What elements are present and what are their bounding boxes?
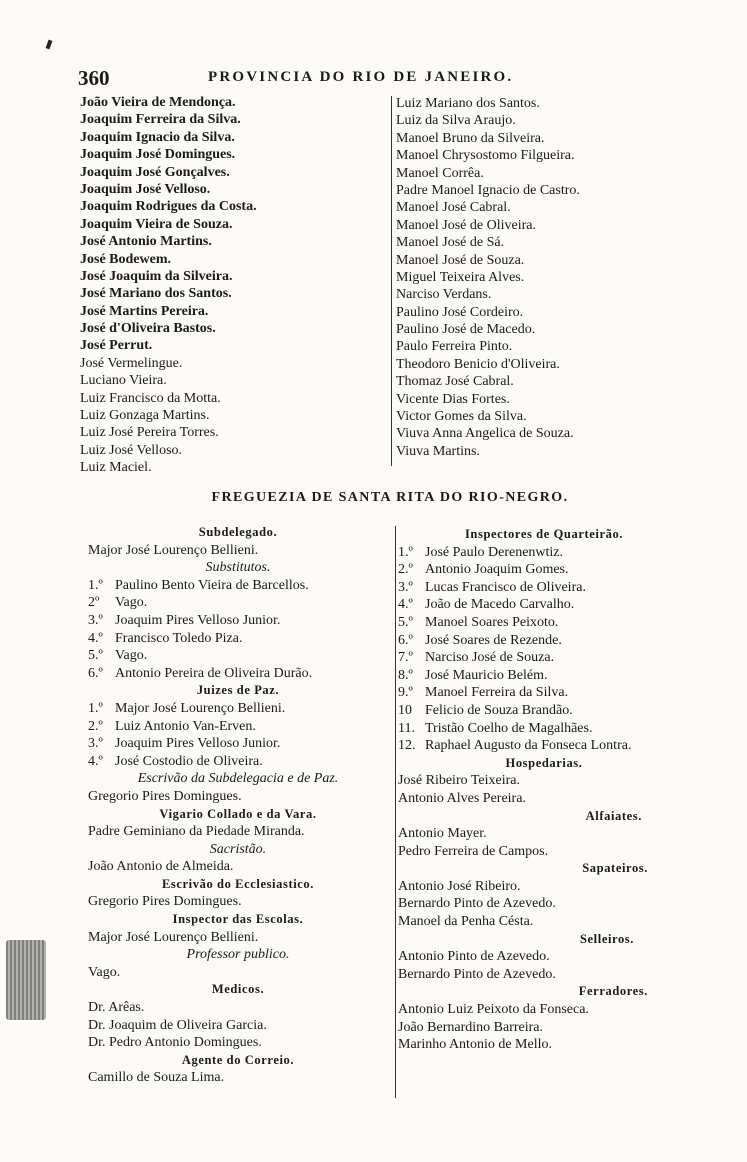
resident-name: Thomaz José Cabral. — [396, 374, 514, 390]
resident-name: Luiz da Silva Araujo. — [396, 113, 516, 129]
person-name: Luiz Antonio Van-Erven. — [115, 718, 256, 734]
person-name: Major José Lourenço Bellieni. — [115, 700, 286, 716]
page-title: PROVINCIA DO RIO DE JANEIRO. — [208, 69, 514, 85]
paper-stain — [6, 940, 46, 1020]
inspector-row — [398, 720, 690, 738]
sapateiro-name: Bernardo Pinto de Azevedo. — [398, 896, 556, 912]
person-name: João de Macedo Carvalho. — [425, 597, 575, 613]
resident-name: José Mariano dos Santos. — [80, 286, 232, 302]
inspector-escolas-heading: Inspector das Escolas. — [172, 912, 304, 927]
inspector-row — [398, 579, 690, 597]
juiz-row — [88, 753, 388, 771]
ordinal: 1.º — [88, 700, 103, 716]
resident-name: Joaquim Ferreira da Silva. — [80, 112, 241, 128]
ink-mark — [46, 40, 53, 50]
sapateiro-name: Manoel da Penha Césta. — [398, 914, 534, 930]
ferrador-name: João Bernardino Barreira. — [398, 1019, 543, 1035]
person-name: Francisco Toledo Piza. — [115, 630, 243, 646]
medicos-heading: Medicos. — [211, 982, 265, 997]
resident-name: Paulo Ferreira Pinto. — [396, 339, 513, 355]
resident-name: Joaquim Rodrigues da Costa. — [80, 199, 257, 215]
medico-name: Dr. Pedro Antonio Domingues. — [88, 1035, 262, 1051]
resident-name: Luiz José Pereira Torres. — [80, 425, 219, 441]
ferrador-name: Antonio Luiz Peixoto da Fonseca. — [398, 1002, 589, 1018]
correio-name: Camillo de Souza Lima. — [88, 1070, 225, 1086]
ordinal: 6.º — [398, 632, 413, 648]
resident-name: Manoel Corrêa. — [396, 165, 484, 181]
resident-name: Narciso Verdans. — [396, 287, 492, 303]
inspector-row — [398, 667, 690, 685]
resident-name: João Vieira de Mendonça. — [80, 95, 236, 110]
medico-name: Dr. Arêas. — [88, 1000, 145, 1016]
ordinal: 2º — [88, 595, 100, 611]
alfaiate-name: Antonio Mayer. — [398, 826, 487, 842]
page-number: 360 — [78, 66, 110, 90]
ecclesiastico-heading: Escrivão do Ecclesiastico. — [161, 876, 315, 891]
correio-heading: Agente do Correio. — [181, 1052, 295, 1067]
sapateiros-heading: Sapateiros. — [582, 861, 648, 876]
person-name: Lucas Francisco de Oliveira. — [425, 579, 586, 595]
ordinal: 5.º — [398, 614, 413, 630]
professor-name: Vago. — [88, 964, 121, 980]
escrivao-name: Gregorio Pires Domingues. — [88, 788, 242, 804]
hospedarias-heading: Hospedarias. — [505, 755, 583, 770]
substitutos-heading: Substitutos. — [205, 560, 271, 576]
ordinal: 2.º — [398, 562, 413, 578]
person-name: Narciso José de Souza. — [425, 650, 555, 666]
resident-name: Paulino José de Macedo. — [396, 322, 536, 338]
person-name: Joaquim Pires Velloso Junior. — [115, 612, 281, 628]
resident-name: Luiz José Velloso. — [80, 442, 183, 458]
inspector-row — [398, 561, 690, 579]
inspector-row — [398, 737, 690, 755]
person-name: Vago. — [115, 595, 148, 611]
substituto-row — [88, 647, 388, 665]
resident-name: José Joaquim da Silveira. — [80, 268, 233, 284]
person-name: Joaquim Pires Velloso Junior. — [115, 736, 281, 752]
medico-name: Dr. Joaquim de Oliveira Garcia. — [88, 1017, 267, 1033]
resident-name: Joaquim José Velloso. — [80, 181, 211, 197]
substituto-row — [88, 665, 388, 683]
resident-name: Manoel José de Sá. — [396, 235, 505, 251]
resident-name: Viuva Anna Angelica de Souza. — [396, 426, 574, 442]
ordinal: 9.º — [398, 685, 413, 701]
selleiro-name: Antonio Pinto de Azevedo. — [398, 949, 550, 965]
person-name: José Paulo Derenenwtiz. — [425, 544, 564, 560]
professor-heading: Professor publico. — [186, 947, 290, 963]
resident-name: Viuva Martins. — [396, 443, 480, 459]
alfaiate-name: Pedro Ferreira de Campos. — [398, 843, 549, 859]
page-header — [78, 66, 588, 88]
resident-name: Luiz Mariano dos Santos. — [396, 96, 540, 111]
resident-name: Luiz Maciel. — [80, 460, 152, 476]
juiz-row — [88, 700, 388, 718]
juizes-heading: Juizes de Paz. — [196, 683, 280, 698]
resident-name: Luiz Gonzaga Martins. — [80, 408, 210, 424]
resident-name: José d'Oliveira Bastos. — [80, 321, 216, 337]
column-divider — [391, 96, 392, 466]
resident-name: Victor Gomes da Silva. — [396, 409, 527, 425]
person-name: Vago. — [115, 648, 148, 664]
ordinal: 1.º — [398, 544, 413, 560]
ordinal: 3.º — [88, 612, 103, 628]
names-column-right — [396, 95, 696, 460]
resident-name: Padre Manoel Ignacio de Castro. — [396, 182, 580, 198]
vigario-name: Padre Geminiano da Piedade Miranda. — [88, 824, 305, 840]
resident-name: Joaquim Ignacio da Silva. — [80, 129, 235, 145]
inspector-escolas-name: Major José Lourenço Bellieni. — [88, 929, 259, 945]
juiz-row — [88, 718, 388, 736]
resident-name: Joaquim José Domingues. — [80, 147, 236, 163]
person-name: Felicio de Souza Brandão. — [425, 702, 573, 718]
resident-name: Theodoro Benicio d'Oliveira. — [396, 356, 560, 372]
ordinal: 3.º — [88, 736, 103, 752]
substituto-row — [88, 594, 388, 612]
section-title: FREGUEZIA DE SANTA RITA DO RIO-NEGRO. — [211, 490, 569, 505]
person-name: Tristão Coelho de Magalhães. — [425, 720, 593, 736]
resident-name: Miguel Teixeira Alves. — [396, 269, 525, 285]
names-column-left — [80, 94, 380, 477]
person-name: Antonio Pereira de Oliveira Durão. — [115, 665, 313, 681]
subdelegado-heading: Subdelegado. — [198, 525, 278, 539]
substituto-row — [88, 630, 388, 648]
resident-name: Vicente Dias Fortes. — [396, 391, 510, 407]
resident-name: Manoel Bruno da Silveira. — [396, 130, 545, 146]
inspectores-heading: Inspectores de Quarteirão. — [464, 527, 624, 541]
inspector-row — [398, 684, 690, 702]
officials-column — [88, 524, 388, 1087]
subdelegado-name: Major José Lourenço Bellieni. — [88, 542, 259, 558]
ordinal: 6.º — [88, 665, 103, 681]
ordinal: 1.º — [88, 577, 103, 593]
ordinal: 3.º — [398, 579, 413, 595]
ferrador-name: Marinho Antonio de Mello. — [398, 1037, 552, 1053]
resident-name: José Perrut. — [80, 338, 153, 354]
ferradores-heading: Ferradores. — [578, 984, 648, 999]
sacristao-name: João Antonio de Almeida. — [88, 859, 234, 875]
person-name: José Mauricio Belém. — [425, 667, 548, 683]
ordinal: 7.º — [398, 650, 413, 666]
resident-name: José Vermelingue. — [80, 355, 183, 371]
resident-name: Luiz Francisco da Motta. — [80, 390, 221, 406]
resident-name: Joaquim Vieira de Souza. — [80, 216, 233, 232]
ordinal: 12. — [398, 738, 416, 754]
person-name: Manoel Soares Peixoto. — [425, 614, 559, 630]
inspector-row — [398, 544, 690, 562]
sacristao-heading: Sacristão. — [209, 841, 267, 857]
resident-name: Manoel José de Oliveira. — [396, 217, 536, 233]
inspector-row — [398, 649, 690, 667]
ordinal: 8.º — [398, 667, 413, 683]
ordinal: 4.º — [88, 630, 103, 646]
ordinal: 4.º — [88, 753, 103, 769]
resident-name: Luciano Vieira. — [80, 373, 167, 389]
person-name: Manoel Ferreira da Silva. — [425, 685, 569, 701]
resident-name: Paulino José Cordeiro. — [396, 304, 524, 320]
person-name: José Soares de Rezende. — [425, 632, 562, 648]
resident-name: José Antonio Martins. — [80, 234, 212, 250]
sapateiro-name: Antonio José Ribeiro. — [398, 878, 521, 894]
ordinal: 5.º — [88, 648, 103, 664]
substituto-row — [88, 577, 388, 595]
person-name: Paulino Bento Vieira de Barcellos. — [115, 577, 309, 593]
resident-name: Manoel Chrysostomo Filgueira. — [396, 148, 575, 164]
inspector-row — [398, 702, 690, 720]
person-name: Antonio Joaquim Gomes. — [425, 562, 569, 578]
juiz-row — [88, 735, 388, 753]
ordinal: 10 — [398, 702, 412, 718]
trades-column — [398, 526, 690, 1054]
column-divider — [395, 526, 396, 1098]
escrivao-heading: Escrivão da Subdelegacia e de Paz. — [137, 771, 339, 787]
ordinal: 4.º — [398, 597, 413, 613]
person-name: Raphael Augusto da Fonseca Lontra. — [425, 738, 632, 754]
resident-name: José Bodewem. — [80, 251, 171, 267]
vigario-heading: Vigario Collado e da Vara. — [159, 806, 317, 821]
inspector-row — [398, 614, 690, 632]
selleiros-heading: Selleiros. — [579, 931, 634, 946]
hospedaria-name: José Ribeiro Teixeira. — [398, 773, 521, 789]
resident-name: Manoel José Cabral. — [396, 200, 511, 216]
ecclesiastico-name: Gregorio Pires Domingues. — [88, 894, 242, 910]
ordinal: 11. — [398, 720, 415, 736]
inspector-row — [398, 632, 690, 650]
person-name: José Costodio de Oliveira. — [115, 753, 263, 769]
resident-name: José Martins Pereira. — [80, 303, 209, 319]
selleiro-name: Bernardo Pinto de Azevedo. — [398, 966, 556, 982]
hospedaria-name: Antonio Alves Pereira. — [398, 790, 526, 806]
alfaiates-heading: Alfaiates. — [585, 808, 642, 823]
ordinal: 2.º — [88, 718, 103, 734]
substituto-row — [88, 612, 388, 630]
resident-name: Joaquim José Gonçalves. — [80, 164, 230, 180]
resident-name: Manoel José de Souza. — [396, 252, 525, 268]
inspector-row — [398, 596, 690, 614]
